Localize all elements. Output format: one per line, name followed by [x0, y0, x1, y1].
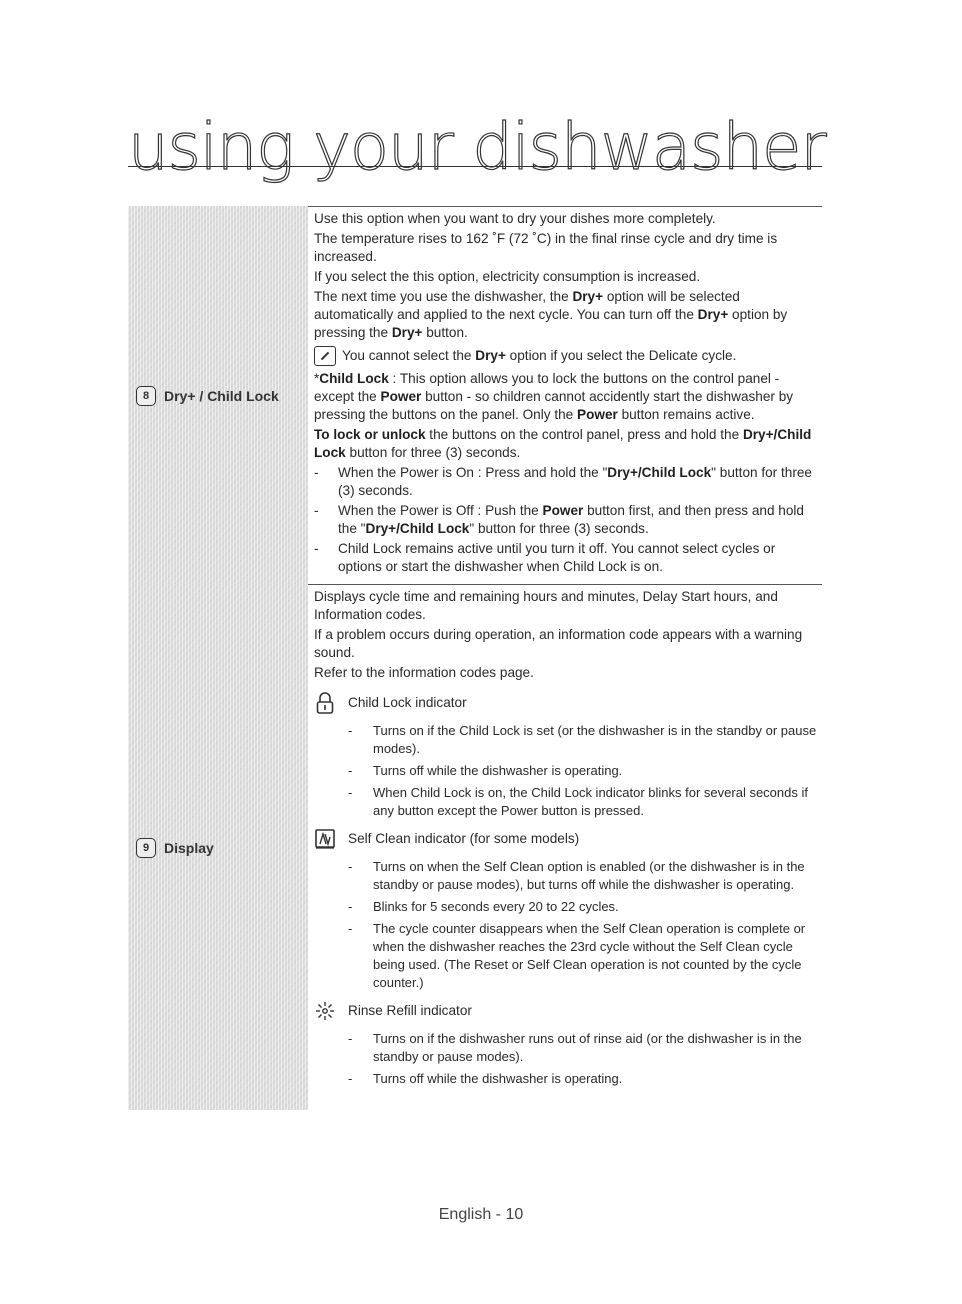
- list-item: - Turns on if the Child Lock is set (or the dishwasher is in the standby or pause modes).: [348, 723, 817, 756]
- label-column: [128, 584, 308, 1110]
- paragraph: To lock or unlock the buttons on the control panel, press and hold the Dry+/Child Lock button for three (3) seconds.: [314, 427, 812, 460]
- section-divider: [308, 584, 822, 585]
- list-item: - Turns on if the dishwasher runs out of rinse aid (or the dishwasher is in the standby or pause modes).: [348, 1031, 802, 1064]
- section-label-text: Display: [164, 840, 214, 856]
- paragraph: Displays cycle time and remaining hours and minutes, Delay Start hours, and Information codes.: [314, 589, 778, 622]
- paragraph: The next time you use the dishwasher, the Dry+ option will be selected automatically and applied to the next cycle. You can turn off the Dry+ option by pressing the Dry+ button.: [314, 289, 788, 340]
- indicator-title: Rinse Refill indicator: [348, 1003, 472, 1018]
- section-content: [314, 588, 822, 1092]
- section-label: [136, 838, 214, 858]
- paragraph: If a problem occurs during operation, an information code appears with a warning sound.: [314, 627, 803, 660]
- indicator-title: Self Clean indicator (for some models): [348, 831, 580, 846]
- indicator-heading: [314, 1000, 822, 1022]
- section-number-badge: 9: [136, 838, 156, 858]
- self-clean-icon: [314, 828, 336, 850]
- paragraph: If you select the this option, electricity consumption is increased.: [314, 269, 701, 284]
- list-item: - Turns off while the dishwasher is operating.: [348, 1071, 623, 1086]
- list-item: - When the Power is Off : Push the Power button first, and then press and hold the "Dry+/Child Lock" button for three (3) seconds.: [314, 503, 804, 536]
- page-title: using your dishwasher: [128, 111, 826, 185]
- section-label-text: Dry+ / Child Lock: [164, 388, 279, 404]
- section-label: [136, 386, 279, 406]
- indicator-list: [314, 858, 822, 992]
- section-display: [128, 584, 822, 1110]
- list-item: - Turns off while the dishwasher is operating.: [348, 763, 623, 778]
- list-item: - Blinks for 5 seconds every 20 to 22 cycles.: [348, 899, 619, 914]
- indicator-title: Child Lock indicator: [348, 695, 467, 710]
- page-footer: English - 10: [438, 1206, 524, 1223]
- indicator-list: [314, 1030, 822, 1088]
- list-item: - Turns on when the Self Clean option is enabled (or the dishwasher is in the standby or pause modes), but turns off while the dishwasher is operating.: [348, 859, 805, 892]
- section-content: [314, 210, 822, 578]
- paragraph: The temperature rises to 162 ˚F (72 ˚C) in the final rinse cycle and dry time is increased.: [314, 231, 778, 264]
- child-lock-icon: [314, 692, 336, 714]
- note-text: You cannot select the Dry+ option if you select the Delicate cycle.: [342, 348, 737, 363]
- list-item: - When Child Lock is on, the Child Lock indicator blinks for several seconds if any button except the Power button is pressed.: [348, 785, 808, 818]
- paragraph: Refer to the information codes page.: [314, 665, 534, 680]
- paragraph: *Child Lock : This option allows you to lock the buttons on the control panel - except the Power button - so children cannot accidently start the dishwasher by pressing the buttons on the panel. Only the Power button remains active.: [314, 371, 794, 422]
- indicator-list: [314, 722, 822, 820]
- section-dry-child-lock: [128, 206, 822, 584]
- paragraph: Use this option when you want to dry your dishes more completely.: [314, 211, 716, 226]
- note-pencil-icon: [314, 346, 336, 366]
- list-item: - Child Lock remains active until you turn it off. You cannot select cycles or options or start the dishwasher when Child Lock is on.: [314, 541, 776, 574]
- list-item: - The cycle counter disappears when the Self Clean operation is complete or when the dishwasher reaches the 23rd cycle without the Self Clean cycle being used. (The Reset or Self Clean operation is not counted by the cycle counter.): [348, 921, 806, 990]
- label-column: [128, 206, 308, 584]
- section-number-badge: 8: [136, 386, 156, 406]
- rinse-refill-icon: [314, 1000, 336, 1022]
- title-rule: [128, 166, 822, 167]
- list-item: - When the Power is On : Press and hold the "Dry+/Child Lock" button for three (3) seconds.: [314, 465, 812, 498]
- note: [314, 346, 822, 366]
- section-divider: [308, 206, 822, 207]
- indicator-heading: [314, 828, 822, 850]
- indicator-heading: [314, 692, 822, 714]
